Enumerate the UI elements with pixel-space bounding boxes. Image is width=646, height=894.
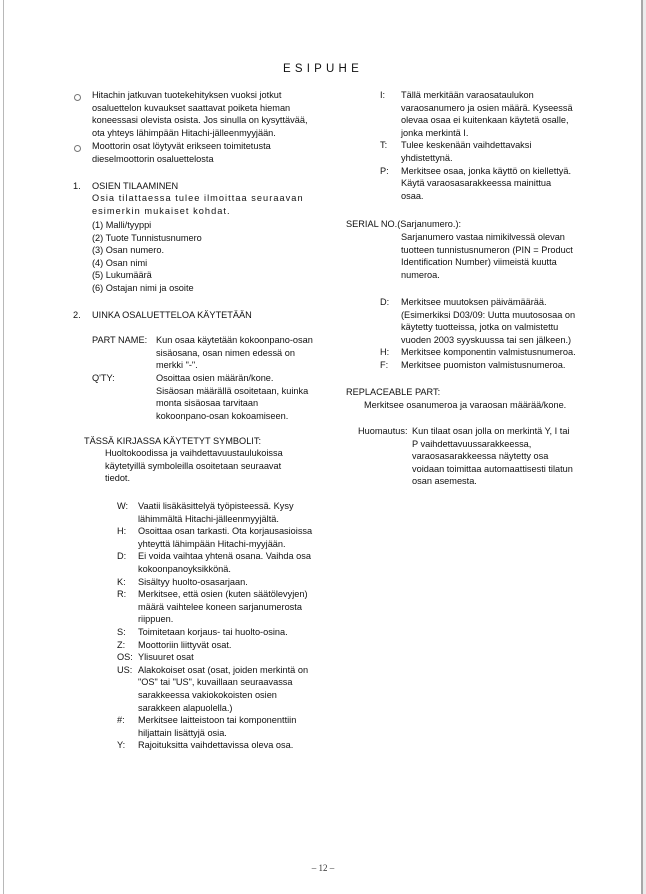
symbol-key: P: (380, 165, 389, 176)
list-item: (2) Tuote Tunnistusnumero (92, 232, 202, 243)
symbol-desc: sarakkeen alapuolella.) (138, 702, 233, 713)
symbol-item-US (117, 664, 347, 714)
symbol-key: Z: (117, 639, 126, 650)
circle-bullet-icon (74, 94, 81, 101)
bullet-text-line: Moottorin osat löytyvät erikseen toimitetusta (92, 141, 271, 151)
list-item: (5) Lukumäärä (92, 270, 152, 281)
symbols-intro-line: käytetyillä symboleilla osoitetaan seuraavat (105, 460, 282, 471)
note-line: varaosasarakkeessa näytetty osa (412, 451, 549, 462)
note-line: P vaihdettavuussarakkeessa, (412, 438, 532, 449)
symbol-desc: Merkitsee laitteistoon tai komponenttiin (138, 715, 297, 726)
serial-symbol-list (380, 296, 610, 372)
order-items-list (92, 219, 202, 295)
symbol-desc: varaosanumero ja osien määrä. Kyseessä (401, 102, 573, 113)
page-number: – 12 – (311, 863, 335, 873)
list-item: (4) Osan nimi (92, 257, 148, 268)
symbol-key: W: (117, 501, 129, 511)
serial-line: Sarjanumero vastaa nimikilvessä olevan (401, 232, 565, 242)
symbol-key: H: (117, 526, 127, 537)
symbol-desc: riippuen. (138, 614, 174, 625)
serial-line: Identification Number) viimeistä kuutta (401, 257, 557, 268)
symbol-key: H: (380, 347, 390, 358)
symbol-desc: Ylisuuret osat (138, 652, 194, 663)
symbol-desc: olevaa osaa ei kuitenkaan käytetä osalle, (401, 115, 569, 126)
symbol-item-R (117, 588, 347, 626)
symbol-key: D: (117, 551, 127, 562)
section-number: 2. (73, 310, 81, 320)
symbol-item-S (117, 626, 347, 639)
symbol-desc: Tällä merkitään varaosataulukon (401, 90, 534, 100)
symbol-list (117, 500, 347, 752)
symbol-desc: Ei voida vaihtaa yhtenä osana. Vaihda osa (138, 551, 311, 562)
definition-line: monta sisäosaa tarvitaan (156, 398, 259, 409)
serial-line: numeroa. (401, 269, 440, 280)
symbol-item-W (117, 500, 347, 525)
symbol-desc: Merkitsee osaa, jonka käyttö on kiellettyä. (401, 165, 572, 176)
bullet-text-line: osaluettelon kuvaukset saattavat poiketa hieman (92, 102, 291, 113)
symbol-list-right (380, 89, 610, 202)
symbol-desc: jonka merkintä I. (401, 127, 469, 138)
symbol-desc: Merkitsee puomiston valmistusnumeroa. (401, 359, 566, 370)
section-intro-line: esimerkin mukaiset kohdat. (92, 205, 231, 216)
symbol-key: S: (117, 626, 126, 637)
note-line: Kun tilaat osan jolla on merkintä Y, I tai (412, 426, 570, 436)
symbol-item-hash (117, 714, 347, 739)
serial-item-D (380, 296, 610, 346)
symbol-key: R: (117, 589, 127, 600)
symbol-desc: Rajoituksitta vaihdettavissa oleva osa. (138, 740, 294, 751)
serial-line: tuotteen tunnistusnumeron (PIN = Product (401, 244, 573, 255)
symbol-desc: Vaatii lisäkäsittelyä työpisteessä. Kysy (138, 501, 294, 511)
symbol-key: OS: (117, 652, 133, 663)
symbol-desc: kokoonpanoyksikkönä. (138, 563, 231, 574)
definition-line: kokoonpano-osan kokoamiseen. (156, 410, 289, 421)
symbol-desc: osaa. (401, 190, 424, 201)
definition-line: sisäosana, osan nimen edessä on (156, 347, 295, 358)
symbol-desc: lähimmältä Hitachi-jälleenmyyjältä. (138, 513, 279, 524)
section-heading: UINKA OSALUETTELOA KÄYTETÄÄN (92, 310, 252, 320)
definition-line: Sisäosan määrällä osoitetaan, kuinka (156, 385, 309, 396)
symbols-heading: TÄSSÄ KIRJASSA KÄYTETYT SYMBOLIT: (84, 436, 261, 446)
symbol-item-H (117, 525, 347, 550)
symbol-key: US: (117, 664, 133, 675)
symbol-item-P (380, 165, 610, 203)
symbol-key: D: (380, 297, 390, 307)
list-item: (6) Ostajan nimi ja osoite (92, 282, 194, 293)
bullet-text-line: ota yhteys lähimpään Hitachi-jälleenmyyjään. (92, 127, 276, 138)
symbol-desc: hiljattain lisättyjä osia. (138, 727, 227, 738)
note-line: osan asemesta. (412, 476, 477, 487)
section-intro-line: Osia tilattaessa tulee ilmoittaa seuraavan (92, 193, 304, 203)
symbol-desc: Merkitsee komponentin valmistusnumeroa. (401, 347, 576, 358)
symbol-item-I (380, 89, 610, 139)
replaceable-heading: REPLACEABLE PART: (346, 387, 441, 397)
symbol-desc: yhdistettynä. (401, 152, 453, 163)
definition-line: merkki "-". (156, 360, 198, 371)
bullet-text-line: Hitachin jatkuvan tuotekehityksen vuoksi jotkut (92, 90, 282, 100)
symbol-item-Y (117, 739, 347, 752)
serial-item-F (380, 359, 610, 372)
symbol-desc: vuoden 2003 syyskuussa tai sen jälkeen.) (401, 334, 572, 345)
symbol-item-T (380, 139, 610, 164)
symbol-desc: Merkitsee, että osien (kuten säätölevyjen) (138, 589, 308, 600)
symbol-desc: Toimitetaan korjaus- tai huolto-osina. (138, 626, 288, 637)
page-title: ESIPUHE (283, 63, 363, 75)
definition-line: Kun osaa käytetään kokoonpano-osan (156, 335, 313, 345)
circle-bullet-icon (74, 145, 81, 152)
symbol-desc: sarakkeessa vakiokokoisten osien (138, 689, 277, 700)
symbol-item-K (117, 576, 347, 589)
symbols-intro-line: tiedot. (105, 473, 131, 484)
symbol-key: I: (380, 90, 386, 100)
serial-item-H (380, 346, 610, 359)
page-border-left (3, 0, 4, 894)
symbol-key: T: (380, 140, 388, 151)
list-item: (1) Malli/tyyppi (92, 220, 152, 230)
bullet-text-line: koneessasi olevista osista. Jos sinulla on kysyttävää, (92, 115, 308, 126)
section-number: 1. (73, 181, 81, 191)
symbol-desc: (Esimerkiksi D03/09: Uutta muutososaa on (401, 309, 576, 320)
symbol-desc: Moottoriin liittyvät osat. (138, 639, 232, 650)
qty-label: Q'TY: (92, 373, 115, 383)
symbol-item-OS (117, 651, 347, 664)
note-line: voidaan toimittaa automaattisesti tilatun (412, 463, 573, 474)
section-heading: OSIEN TILAAMINEN (92, 181, 179, 191)
note-label: Huomautus: (358, 426, 408, 436)
bullet-text-line: dieselmoottorin osaluettelosta (92, 153, 214, 164)
symbol-desc: määrä vaihtelee koneen sarjanumerosta (138, 601, 302, 612)
symbol-desc: Sisältyy huolto-osasarjaan. (138, 576, 248, 587)
symbol-desc: Käytä varaosasarakkeessa mainittua (401, 178, 552, 189)
serial-heading: SERIAL NO.(Sarjanumero.): (346, 219, 462, 229)
part-name-label: PART NAME: (92, 335, 148, 345)
symbol-key: Y: (117, 740, 126, 751)
symbol-desc: Merkitsee muutoksen päivämäärää. (401, 297, 547, 307)
symbol-desc: yhteyttä lähimpään Hitachi-myyjään. (138, 538, 286, 549)
list-item: (3) Osan numero. (92, 245, 164, 256)
symbol-key: #: (117, 715, 125, 726)
definition-line: Osoittaa osien määrän/kone. (156, 373, 274, 383)
symbol-desc: käytetty tuotteissa, jotka on valmistettu (401, 322, 559, 333)
symbol-desc: Alakokoiset osat (osat, joiden merkintä on (138, 664, 309, 675)
symbol-key: K: (117, 576, 126, 587)
symbol-item-Z (117, 639, 347, 652)
symbol-desc: Tulee keskenään vaihdettavaksi (401, 140, 532, 151)
symbol-desc: "OS" tai "US", kuvaillaan seuraavassa (138, 677, 293, 688)
symbol-desc: Osoittaa osan tarkasti. Ota korjausasioissa (138, 526, 313, 537)
symbol-item-D (117, 550, 347, 575)
symbols-intro-line: Huoltokoodissa ja vaihdettavuustaulukoissa (105, 448, 283, 458)
replaceable-line: Merkitsee osanumeroa ja varaosan määrää/kone. (364, 400, 567, 410)
symbol-key: F: (380, 359, 389, 370)
